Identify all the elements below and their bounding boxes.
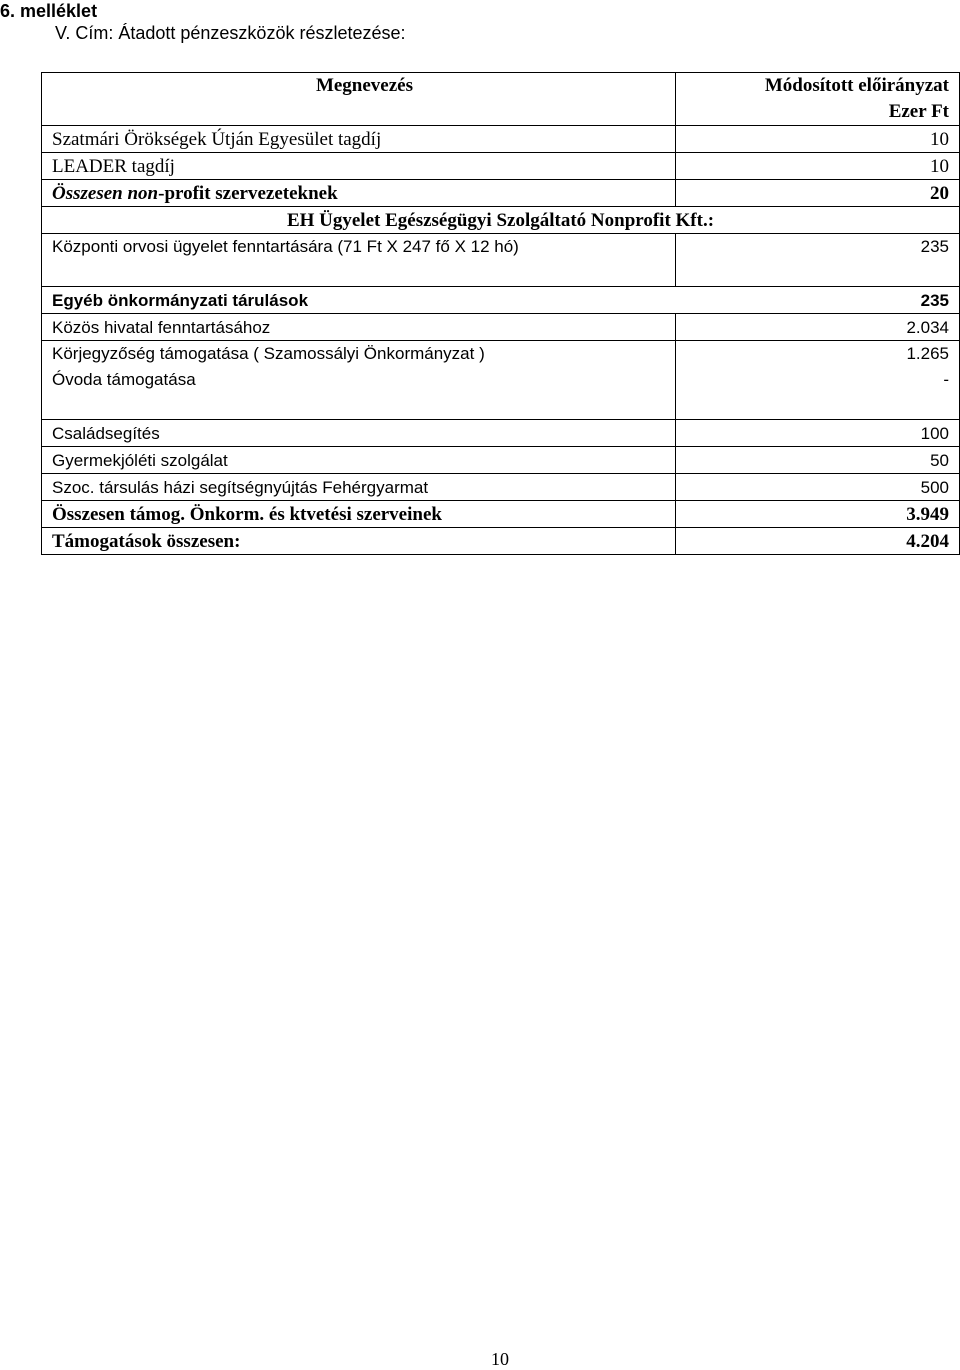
table-header-row bbox=[42, 73, 960, 126]
row-value-line2: - bbox=[943, 370, 949, 389]
section-header-row bbox=[42, 207, 960, 234]
header-name: Megnevezés bbox=[42, 73, 676, 126]
row-value: 500 bbox=[676, 474, 960, 501]
row-label-italic: Összesen non bbox=[52, 182, 159, 204]
table-row bbox=[42, 341, 960, 420]
row-label-line2: Óvoda támogatása bbox=[52, 370, 196, 389]
row-value: 4.204 bbox=[676, 528, 960, 555]
transfers-table bbox=[41, 72, 960, 555]
row-label-line1: Körjegyzőség támogatása ( Szamossályi Önkormányzat ) bbox=[52, 344, 485, 363]
row-value: 10 bbox=[676, 126, 960, 153]
annex-label: 6. melléklet bbox=[0, 1, 98, 21]
header-value bbox=[676, 73, 960, 126]
table-row bbox=[42, 314, 960, 341]
row-label bbox=[42, 341, 676, 420]
table-row bbox=[42, 234, 960, 287]
row-label: Közös hivatal fenntartásához bbox=[42, 314, 676, 341]
row-value: 50 bbox=[676, 447, 960, 474]
header-value-unit: Ezer Ft bbox=[888, 101, 949, 122]
row-value: 3.949 bbox=[676, 501, 960, 528]
page-number: 10 bbox=[491, 1349, 509, 1369]
row-label-rest: -profit szervezeteknek bbox=[158, 182, 338, 204]
row-label: Támogatások összesen: bbox=[42, 528, 676, 555]
row-value: 20 bbox=[676, 180, 960, 207]
row-value: 2.034 bbox=[676, 314, 960, 341]
row-value-line1: 1.265 bbox=[906, 344, 949, 363]
row-label-with-value bbox=[42, 287, 960, 314]
table-row bbox=[42, 447, 960, 474]
subtotal-row bbox=[42, 501, 960, 528]
grand-total-row bbox=[42, 528, 960, 555]
subtotal-row bbox=[42, 180, 960, 207]
row-label: LEADER tagdíj bbox=[42, 153, 676, 180]
row-value: 10 bbox=[676, 153, 960, 180]
row-label: Összesen támog. Önkorm. és ktvetési szerveinek bbox=[42, 501, 676, 528]
row-label: Központi orvosi ügyelet fenntartására (71 Ft X 247 fő X 12 hó) bbox=[42, 234, 676, 287]
row-label: Szoc. társulás házi segítségnyújtás Fehérgyarmat bbox=[42, 474, 676, 501]
row-label: Gyermekjóléti szolgálat bbox=[42, 447, 676, 474]
row-value bbox=[676, 341, 960, 420]
row-value: 235 bbox=[920, 290, 949, 310]
row-value: 235 bbox=[676, 234, 960, 287]
row-label: EH Ügyelet Egészségügyi Szolgáltató Nonprofit Kft.: bbox=[42, 207, 960, 234]
row-value: 100 bbox=[676, 420, 960, 447]
table-row bbox=[42, 474, 960, 501]
table-row bbox=[42, 153, 960, 180]
header-value-line1: Módosított előirányzat bbox=[764, 75, 949, 96]
row-label: Egyéb önkormányzati tárulások bbox=[52, 290, 309, 310]
row-label bbox=[42, 180, 676, 207]
table-row bbox=[42, 126, 960, 153]
row-label: Családsegítés bbox=[42, 420, 676, 447]
table-row bbox=[42, 420, 960, 447]
section-heading: V. Cím: Átadott pénzeszközök részletezése: bbox=[55, 23, 406, 43]
subtotal-row bbox=[42, 287, 960, 314]
row-label: Szatmári Örökségek Útján Egyesület tagdíj bbox=[42, 126, 676, 153]
